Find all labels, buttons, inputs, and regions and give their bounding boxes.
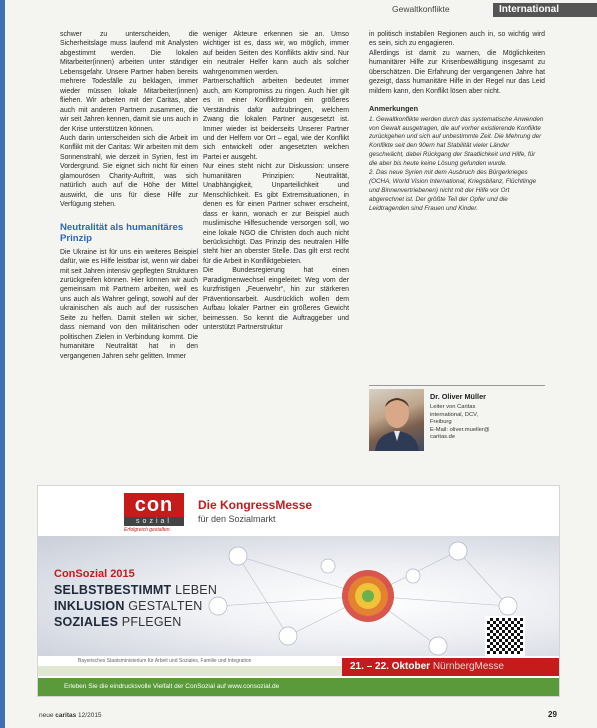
brand-tagline: Erfolgreich gestalten. [124,527,171,533]
author-name: Dr. Oliver Müller [430,392,486,401]
author-info-line: international, DCV, [430,411,479,418]
author-info [430,404,542,442]
section-tab: International [493,3,597,17]
slogan-bold: INKLUSION [54,599,125,613]
column-2 [203,30,349,333]
footer-brand [39,712,102,719]
issue-number: 12/2015 [76,712,102,719]
column-3 [369,30,545,214]
slogan-bold: SELBSTBESTIMMT [54,583,172,597]
ad-subtitle: für den Sozialmarkt [198,514,276,524]
paragraph: Die Bundesregierung hat einen Paradigmenwechsel eingeleitet: Weg vom der kurzfristigen „Feuerwehr“, hin zur stärkeren Präventionsarbeit. Ausdrücklich wollen dem Aufbau lokaler Partner ein größeres Gewicht beimessen. So kennt die Auftraggeber und unterstützt Partnerstruktur [203,267,349,332]
ad-title: Die KongressMesse [198,498,313,512]
date-text: 21. – 22. Oktober [350,661,431,672]
brand-prefix: neue [39,712,56,719]
author-divider [369,385,545,386]
slogan-line [54,599,203,613]
slogan-thin: LEBEN [171,583,218,597]
qr-code[interactable] [485,616,525,656]
brand-logo-sub: sozial [124,517,184,526]
page-number: 29 [548,710,557,719]
author-info-line: Freiburg [430,419,452,426]
paragraph: Die Ukraine ist für uns ein weiteres Beispiel dafür, wie es Hilfe leistbar ist, wenn wir dabei mit seit Jahren intensiv gepflegten Strukturen zurückgreifen können. Hier können wir auch gemeinsam mit Partnern arbeiten, weil es uns auch als Wahrer gelingt, sowohl auf der ukrainischen als auch auf der russischen Seite zu helfen. Damit stellen wir sicher, dass niemand von den militärischen oder politischen Zielen in Verbindung kommt. Die humanitäre Neutralität hat in den vergangenen Jahren sehr gelitten. Immer [60,248,198,360]
ad-footer-link[interactable]: Erleben Sie die eindrucksvolle Vielfalt der ConSozial auf www.consozial.de [38,678,559,696]
column-1 [60,30,198,361]
brand-logo: con [124,493,184,517]
footnote: 2. Das neue Syrien mit dem Ausbruch des Bürgerkrieges (OCHA, World Vision International, Kriegsbilanz, Flüchtlinge und Binnenvertriebenen) nicht mit der Hilfe vor Ort abgerechnet ist. Der größte Teil der Opfer und die Leidtragenden sind Frauen und Kinder. [369,169,537,212]
venue-text: NürnbergMesse [430,661,504,672]
slogan-thin: PFLEGEN [118,615,182,629]
sponsor-text: Bayerisches Staatsministerium für Arbeit und Soziales, Familie und Integration [78,658,252,664]
paragraph: weniger Akteure erkennen sie an. Umso wichtiger ist es, dass wir, wo möglich, immer auf beiden Seiten des Konflikts aktiv sind. Nur ein neutraler Helfer kann auch als solcher wahrgenommen werden. [203,31,349,76]
event-name: ConSozial 2015 [54,568,135,580]
brand-name: caritas [55,712,77,719]
paragraph: Partnerschaftlich arbeiten bedeutet immer auch, am Kompromiss zu ringen. Auch hier gilt es in einer Konfliktregion ein größeres Verständnis dafür aufzubringen, welchem Zwang die lokalen Partner ausgesetzt ist. Immer wieder ist beiderseits Unserer Partner und der Helfern vor Ort – egal, wie der Konflikt sich entwickelt oder angesetzten welchen Partei er ausgeht. [203,78,349,161]
paragraph: in politisch instabilen Regionen auch in, so wichtig wird es sein, sich zu engagieren. [369,31,545,48]
author-info-line: Leiter von Caritas [430,404,476,410]
section-title: Gewaltkonflikte [392,4,450,14]
paragraph: Nur eines steht nicht zur Diskussion: unsere humanitären Prinzipien: Neutralität, Unabhängigkeit, Unparteilichkeit und Menschlichkeit. Es gibt Extremsituationen, in denen es für einen Partner schwer erscheint, dass er kann, wonach er zur Beispiel auch muslimische Hilfesuchende versorgen soll, wo eine lokale NGO die Christen doch auch nicht berücksichtigt. Das Prinzip des neutralen Hilfe steht hier an oberster Stelle. Das gilt erst recht für die Arbeit in Konfliktgebieten. [203,163,349,265]
author-email: caritas.de [430,434,456,441]
paragraph: Allerdings ist damit zu warnen, die Möglichkeiten humanitärer Hilfe zur Krisenbewältigung insgesamt zu überschätzen. Die Erfahrung der vergangenen Jahre hat gezeigt, dass humanitäre Hilfe in der Regel nur das Leid mildern kann, den Konflikt lösen aber nicht. [369,49,545,95]
author-email: E-Mail: oliver.mueller@ [430,426,490,433]
slogan-bold: SOZIALES [54,615,119,629]
page-edge [0,0,5,728]
slogan-thin: GESTALTEN [124,599,203,613]
paragraph: Auch darin unterscheiden sich die Arbeit im Konflikt mit der Caritas: Wir arbeiten mit dem Sonnenstrahl, wie derzeit in Syrien, fest im Vordergrund. Sie eignet sich nicht für einen glamourösen Charity-Auftritt, was sich natürlich auch auf die Höhe der Mittel auswirkt, die uns für diese Hilfe zur Verfügung stehen. [60,134,198,209]
footnote: 1. Gewaltkonflikte werden durch das systematische Anwenden von Gewalt ausgetragen, die auf vorher existierende Konflikte zurückgehen und sich auf unbestimmte Zeit. Die Mehrung der Konflikte seit den 90ern hat Stabilität vieler Länder geschwächt, dabei Rückgang der Staatlichkeit und Hilfe, für die aber bis heute keine Lösung gefunden wurde. [369,115,544,168]
portrait-illustration [369,389,424,451]
notes-heading: Anmerkungen [369,104,419,114]
slogan-line [54,583,217,597]
slogan-line [54,615,182,629]
author-photo [369,389,424,451]
paragraph: schwer zu unterscheiden, die Sicherheitslage muss laufend mit Analysten abgestimmt werden. Die lokalen Mitarbeiter(innen) arbeiten unter ständiger Lebensgefahr. Unsere Partner haben bereits mehrere Todesfälle zu beklagen, immer wieder müssen lokale Mitarbeiter(innen) fliehen. Wir arbeiten mit der Caritas, aber auch mit anderen Partnern zusammen, die wir seit Jahren kennen, damit sie uns auch in der Krise unterstützen können. [60,31,198,133]
advertisement[interactable] [37,485,560,697]
event-date [342,658,559,676]
subheading: Neutralität als humanitäres Prinzip [60,221,184,244]
